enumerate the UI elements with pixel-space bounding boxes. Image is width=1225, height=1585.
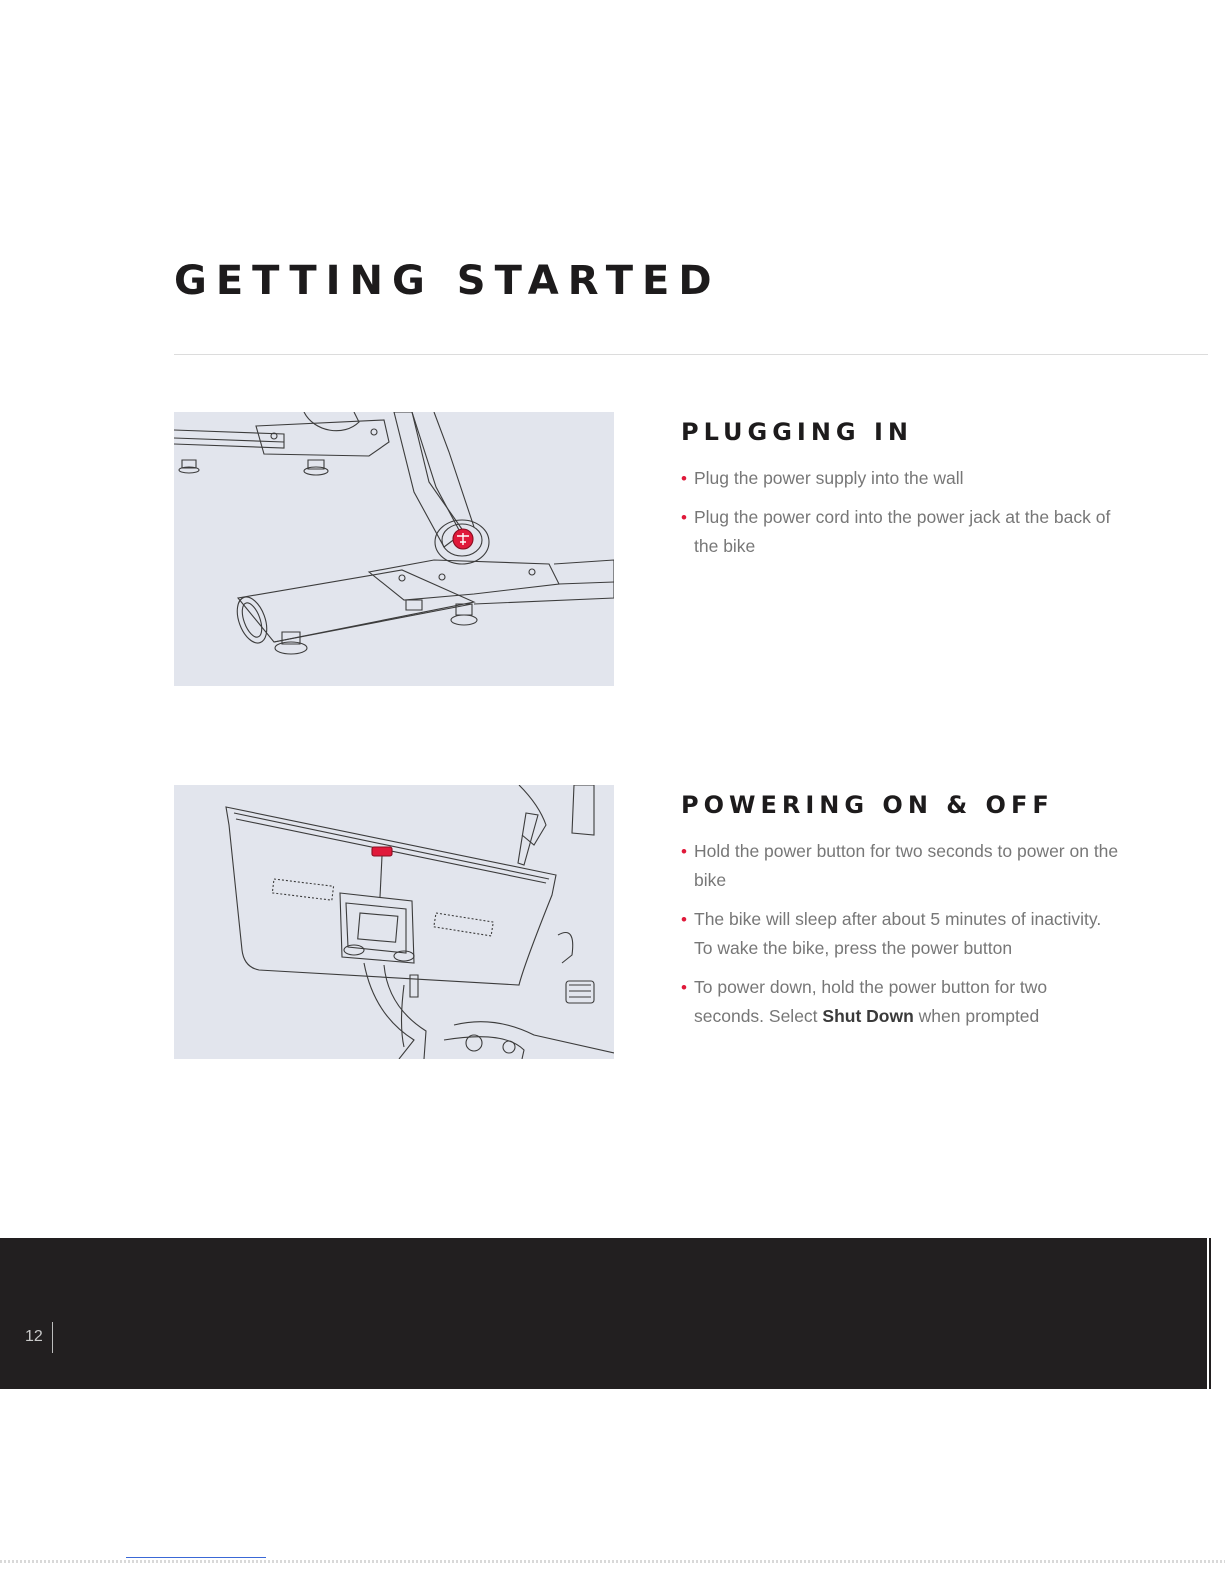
bullet-icon: • [681,469,687,488]
list-item [681,503,1121,561]
powering-on-off-section [681,791,1121,1041]
plugging-in-section [681,418,1121,571]
list-item-text: Plug the power supply into the wall [694,468,964,488]
section-heading: POWERING ON & OFF [681,791,1054,819]
footer-edge [1209,1238,1211,1389]
bullet-icon: • [681,508,687,527]
list-item-text: Plug the power cord into the power jack at the back of the bike [694,507,1111,556]
list-item [681,464,1121,493]
bottom-underline [126,1557,266,1558]
list-item-text: Hold the power button for two seconds to power on the bike [694,841,1119,890]
shut-down-label: Shut Down [822,1006,914,1026]
page-title: GETTING STARTED [174,258,721,304]
list-item-text-pre: To power down, hold the power button for two seconds. Select [694,977,1048,1026]
list-item [681,905,1121,963]
bullet-icon: • [681,842,687,861]
bike-base-illustration [174,412,614,686]
page-number: 12 [25,1328,43,1345]
footer-band [0,1238,1207,1389]
list-item-text: The bike will sleep after about 5 minutes of inactivity. To wake the bike, press the power button [694,909,1102,958]
section-heading: PLUGGING IN [681,418,913,446]
powering-list [681,837,1121,1031]
bullet-icon: • [681,910,687,929]
list-item [681,837,1121,895]
page-number-divider [52,1322,53,1353]
plugging-in-list [681,464,1121,561]
touchscreen-back-illustration [174,785,614,1059]
title-divider [174,354,1208,355]
list-item-text-post: when prompted [913,1006,1040,1026]
bullet-icon: • [681,978,687,997]
bottom-dotted-rule [0,1560,1225,1563]
list-item [681,973,1121,1031]
